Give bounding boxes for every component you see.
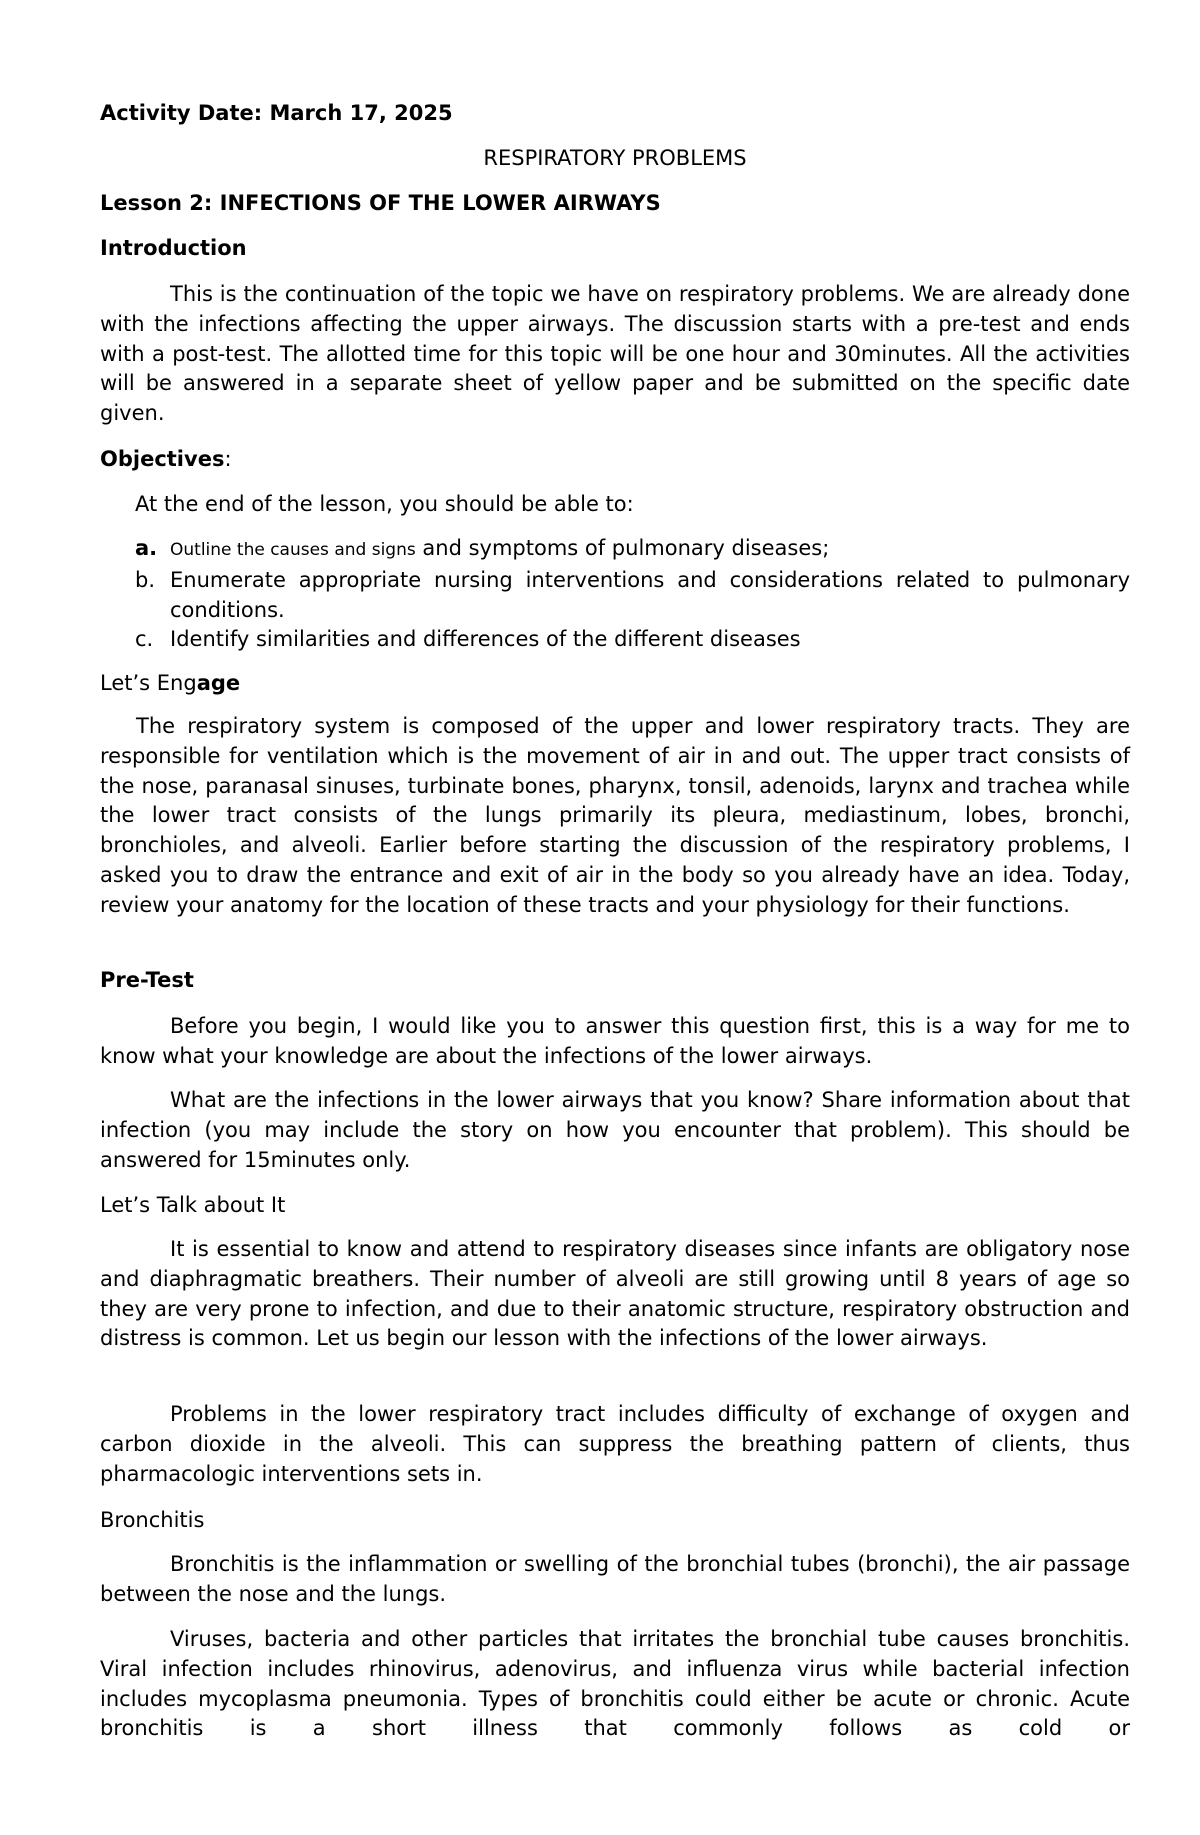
objectives-list xyxy=(135,534,1130,655)
engage-heading-bold: age xyxy=(196,671,241,695)
objective-text: Enumerate appropriate nursing interventions and considerations related to pulmonary conditions. xyxy=(170,567,1130,622)
talk-paragraph-2: Problems in the lower respiratory tract includes difficulty of exchange of oxygen and carbon dioxide in the alveoli. This can suppress the breathing pattern of clients, thus pharmacologic interventions sets in. xyxy=(100,1402,1130,1486)
lesson-title: Lesson 2: INFECTIONS OF THE LOWER AIRWAYS xyxy=(100,191,661,215)
engage-paragraph: The respiratory system is composed of the upper and lower respiratory tracts. They are responsible for ventilation which is the movement of air in and out. The upper tract consists of the nose, paranasal sinuses, turbinate bones, pharynx, tonsil, adenoids, larynx and trachea while the lower tract consists of the lungs primarily its pleura, mediastinum, lobes, bronchi, bronchioles, and alveoli. Earlier before starting the discussion of the respiratory problems, I asked you to draw the entrance and exit of air in the body so you already have an idea. Today, review your anatomy for the location of these tracts and your physiology for their functions. xyxy=(100,714,1130,917)
objective-text xyxy=(170,534,1130,566)
objective-item-a xyxy=(135,534,1130,566)
objectives-heading-label: Objectives xyxy=(100,447,225,471)
list-marker: b. xyxy=(135,567,156,592)
objective-item-c xyxy=(135,625,1130,655)
list-marker: a. xyxy=(135,536,158,560)
engage-heading-plain: Let’s Eng xyxy=(100,671,197,695)
bronchitis-paragraph-2: Viruses, bacteria and other particles that irritates the bronchial tube causes bronchitis. Viral infection includes rhinovirus, adenovirus, and influenza virus while bacterial infection includes mycoplasma pneumonia. Types of bronchitis could either be acute or chronic. Acute bronchitis is a short illness that commonly follows as cold or xyxy=(100,1627,1130,1741)
bronchitis-paragraph-1: Bronchitis is the inflammation or swelling of the bronchial tubes (bronchi), the air passage between the nose and the lungs. xyxy=(100,1552,1130,1606)
objective-text-small: Outline the causes and signs xyxy=(170,540,416,560)
objective-item-b xyxy=(135,566,1130,626)
objectives-heading-colon: : xyxy=(224,447,232,471)
document-title: RESPIRATORY PROBLEMS xyxy=(483,146,747,170)
activity-date: Activity Date: March 17, 2025 xyxy=(100,101,453,125)
bronchitis-heading: Bronchitis xyxy=(100,1508,205,1532)
pretest-heading: Pre-Test xyxy=(100,968,194,992)
talk-heading: Let’s Talk about It xyxy=(100,1193,286,1217)
objective-text-rest: and symptoms of pulmonary diseases; xyxy=(415,536,830,560)
engage-heading xyxy=(100,668,1130,698)
pretest-paragraph-1: Before you begin, I would like you to answer this question first, this is a way for me to know what your knowledge are about the infections of the lower airways. xyxy=(100,1014,1130,1068)
list-marker: c. xyxy=(135,627,154,652)
objective-text: Identify similarities and differences of the different diseases xyxy=(170,627,801,652)
introduction-paragraph: This is the continuation of the topic we have on respiratory problems. We are already done with the infections affecting the upper airways. The discussion starts with a pre-test and ends with a post-test. The allotted time for this topic will be one hour and 30minutes. All the activities will be answered in a separate sheet of yellow paper and be submitted on the specific date given. xyxy=(100,282,1130,426)
objectives-lead: At the end of the lesson, you should be able to: xyxy=(135,492,634,516)
introduction-heading: Introduction xyxy=(100,236,247,260)
pretest-paragraph-2: What are the infections in the lower airways that you know? Share information about that infection (you may include the story on how you encounter that problem). This should be answered for 15minutes only. xyxy=(100,1088,1130,1172)
objectives-heading xyxy=(100,444,1130,474)
talk-paragraph-1: It is essential to know and attend to respiratory diseases since infants are obligatory nose and diaphragmatic breathers. Their number of alveoli are still growing until 8 years of age so they are very prone to infection, and due to their anatomic structure, respiratory obstruction and distress is common. Let us begin our lesson with the infections of the lower airways. xyxy=(100,1237,1130,1351)
